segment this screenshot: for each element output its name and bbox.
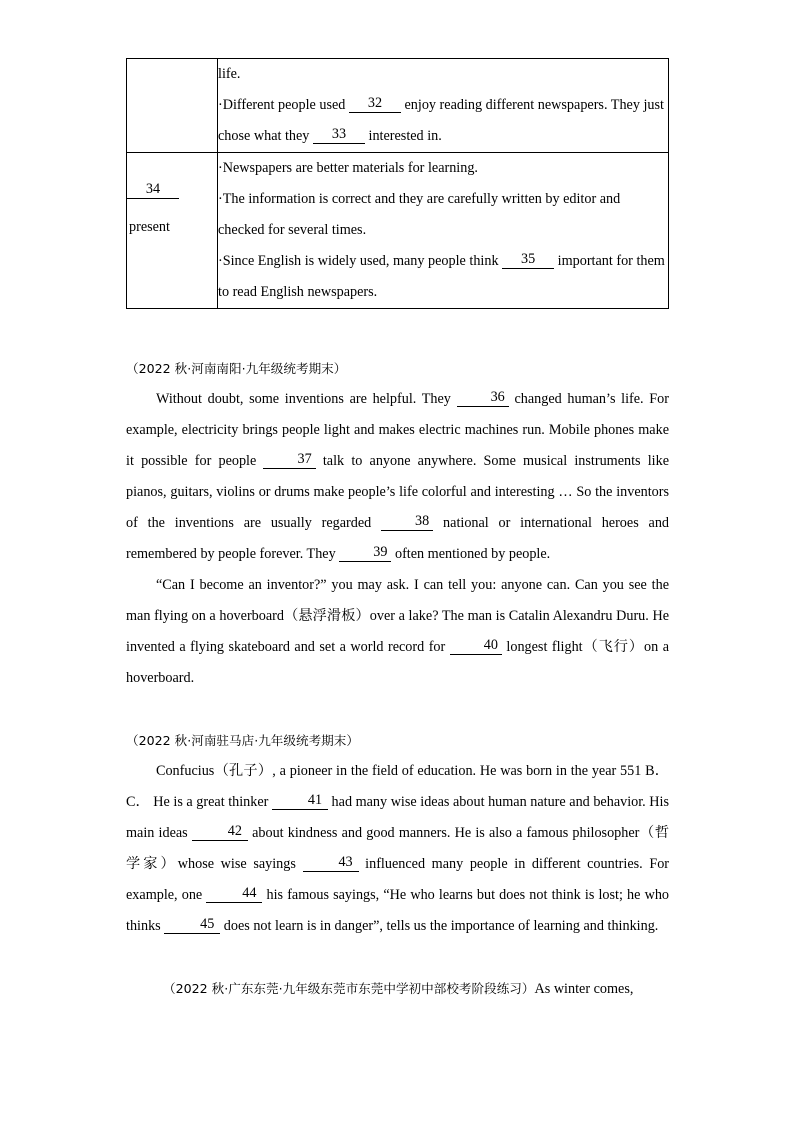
- table-line: life.: [218, 66, 241, 82]
- table-line: ·The information is correct and they are carefully written by editor and checked for several times.: [218, 191, 621, 238]
- paragraph-inventions: [126, 384, 669, 570]
- answer-blank-35[interactable]: 35: [502, 251, 554, 269]
- source-label-text: （2022 秋·广东东莞·九年级东莞市东莞中学初中部校考阶段练习）: [163, 981, 535, 996]
- answer-blank-32[interactable]: 32: [349, 95, 401, 113]
- table-body: [127, 59, 669, 309]
- footer-trailing-text: As winter comes,: [534, 981, 634, 997]
- text-run: about kindness and good manners. He is also a famous philosopher（哲学家）whose wise sayings: [126, 825, 670, 872]
- answer-blank-36[interactable]: 36: [457, 389, 509, 407]
- answer-blank-34[interactable]: 34: [127, 181, 179, 199]
- text-run: important for them to read English newspapers.: [218, 253, 665, 300]
- text-run: Without doubt, some inventions are helpful. They: [156, 391, 451, 407]
- text-run: his famous sayings, “He who learns but does not think is lost; he who thinks: [126, 887, 670, 934]
- source-label-dongguan: [126, 973, 669, 1005]
- text-run: ·Since English is widely used, many people think: [218, 253, 499, 269]
- fill-in-blank-table: [126, 58, 669, 309]
- text-run: national or international heroes and remembered by people forever. They: [126, 515, 670, 562]
- text-run: often mentioned by people.: [394, 546, 551, 562]
- text-run: changed human’s life. For example, electricity brings people light and makes electric machines run. Mobile phones make it possible for people: [126, 391, 669, 469]
- text-run: talk to anyone anywhere. Some musical instruments like pianos, guitars, violins or drums make people’s life colorful and interesting … So the inventors of the inventions are usually regarded: [126, 453, 670, 531]
- answer-blank-33[interactable]: 33: [313, 126, 365, 144]
- answer-blank-43[interactable]: 43: [303, 854, 359, 872]
- spacer: [126, 942, 669, 973]
- table-line: [218, 246, 668, 308]
- source-label-zhumadian: （2022 秋·河南驻马店·九年级统考期末）: [126, 733, 359, 748]
- paragraph-confucius: [126, 756, 669, 942]
- answer-blank-41[interactable]: 41: [272, 792, 328, 810]
- table-row: [127, 59, 669, 153]
- answer-blank-37[interactable]: 37: [263, 451, 315, 469]
- text-run: interested in.: [368, 128, 442, 144]
- text-run: ·Different people used: [218, 97, 346, 113]
- answer-blank-40[interactable]: 40: [450, 637, 502, 655]
- source-label-nanyang: （2022 秋·河南南阳·九年级统考期末）: [126, 361, 347, 376]
- text-run: influenced many people in different countries. For example, one: [126, 856, 670, 903]
- answer-blank-45[interactable]: 45: [164, 916, 220, 934]
- answer-blank-42[interactable]: 42: [192, 823, 248, 841]
- answer-blank-44[interactable]: 44: [206, 885, 262, 903]
- table-cell-right: [218, 153, 669, 309]
- spacer: [126, 694, 669, 725]
- document-content: [126, 58, 669, 1005]
- text-run: had many wise ideas about human nature and behavior. His main ideas: [126, 794, 670, 841]
- table-cell-left: [127, 153, 218, 309]
- table-row: [127, 153, 669, 309]
- table-left-label: present: [129, 219, 170, 235]
- paragraph-hoverboard: [126, 570, 669, 694]
- table-cell-right: [218, 59, 669, 153]
- table-line: ·Newspapers are better materials for learning.: [218, 160, 478, 176]
- text-run: longest flight（飞行）on a hoverboard.: [126, 639, 669, 686]
- text-run: Confucius（孔子）, a pioneer in the field of education. He was born in the year 551 B．C． He is a great thinker: [126, 763, 669, 810]
- table-cell-left: [127, 59, 218, 153]
- spacer: [126, 309, 669, 353]
- text-run: does not learn is in danger”, tells us the importance of learning and thinking.: [223, 918, 659, 934]
- table-line: [218, 90, 668, 152]
- text-run: enjoy reading different newspapers. They just chose what they: [218, 97, 664, 144]
- text-run: “Can I become an inventor?” you may ask. I can tell you: anyone can. Can you see the man flying on a hoverboard（悬浮滑板）over a lake? The man is Catalin Alexandru Duru. He invented a flying skateboard and set a world record for: [126, 577, 669, 655]
- answer-blank-39[interactable]: 39: [339, 544, 391, 562]
- answer-blank-38[interactable]: 38: [381, 513, 433, 531]
